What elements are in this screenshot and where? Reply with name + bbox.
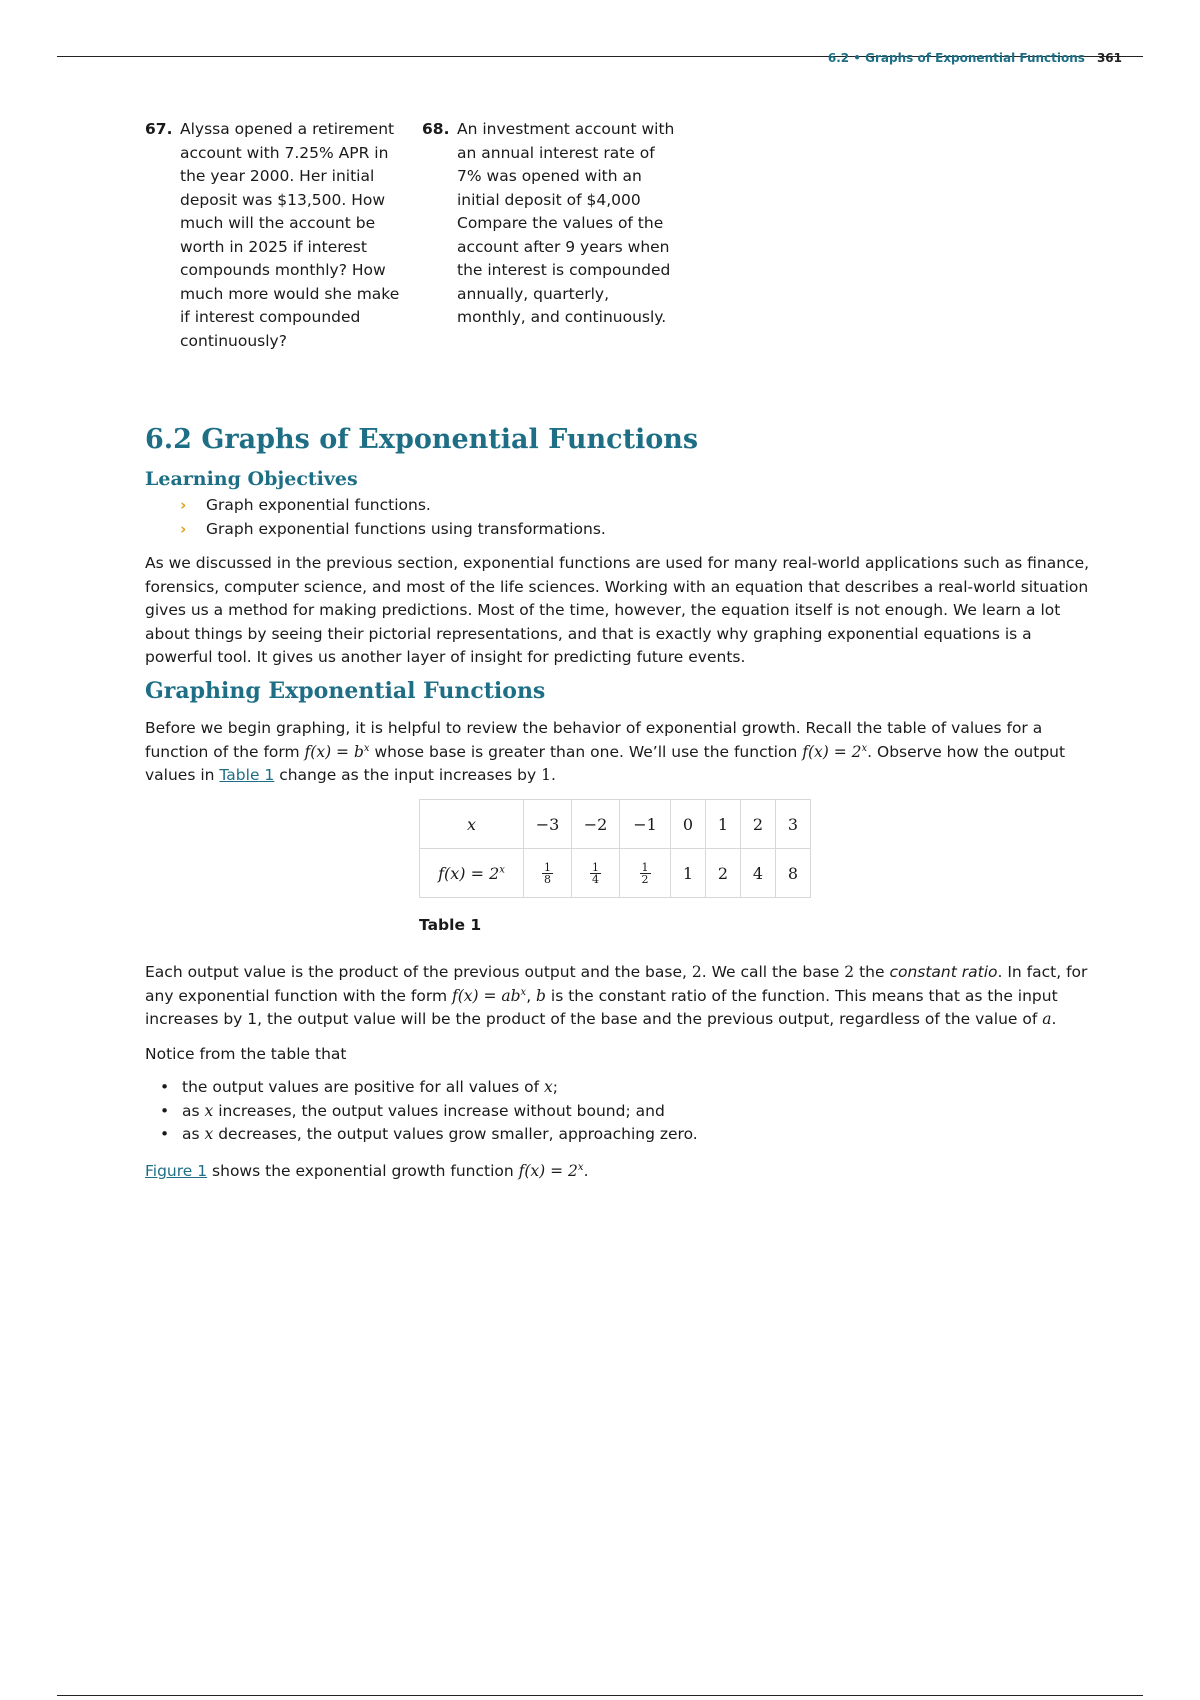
list-item: › Graph exponential functions. [180, 494, 606, 518]
table-cell: 1 [706, 800, 741, 849]
graphing-heading: Graphing Exponential Functions [145, 678, 546, 704]
fraction: $\frac{1}{8}$ [544, 860, 551, 886]
bullet-icon: • [160, 1101, 170, 1120]
chevron-right-icon: › [180, 496, 187, 514]
exercise-number: 68. [422, 120, 450, 138]
notice-paragraph: Notice from the table that [145, 1045, 347, 1063]
intro-paragraph: As we discussed in the previous section, exponential functions are used for many real-world applications such as finance, forensics, computer science, and most of the life sciences. Working with an equation that describes a real-world situation gives us a method for making predictions. Most of the time, however, the equation itself is not enough. We learn a lot about things by seeing their pictorial representations, and that is exactly why graphing exponential equations is a powerful tool. It gives us another layer of insight for predicting future events. [145, 554, 1090, 666]
graphing-paragraph: Before we begin graphing, it is helpful to review the behavior of exponential growth. Recall the table of values for a function of the form $f(x) = b^x$ whose base is greater than one. We’ll use the function $f(x) = 2^x$. Observe how the output values in Table 1 change as the input increases by 1. [145, 719, 1066, 784]
table-cell [620, 849, 671, 898]
table-cell [572, 849, 620, 898]
figure-reference-paragraph: Figure 1 shows the exponential growth function $f(x) = 2^x$. [145, 1161, 589, 1180]
section-title: 6.2 Graphs of Exponential Functions [145, 424, 699, 455]
exercise-text: An investment account with an annual interest rate of 7% was opened with an initial deposit of $4,000 Compare the values of the account after 9 years when the interest is compounded annually, quarterly, monthly, and continuously. [457, 120, 675, 326]
exercise-number: 67. [145, 120, 173, 138]
exercise-text: Alyssa opened a retirement account with 7.25% APR in the year 2000. Her initial deposit was $13,500. How much will the account be worth in 2025 if interest compounds monthly? How much more would she make if interest compounded continuously? [180, 120, 400, 350]
table-1-link[interactable]: Table 1 [219, 766, 275, 784]
observations-list [160, 1076, 698, 1147]
list-item: • the output values are positive for all values of x; [160, 1076, 698, 1100]
table-cell: 3 [776, 800, 811, 849]
table-cell: 0 [671, 800, 706, 849]
table-cell: 2 [706, 849, 741, 898]
table-cell: 8 [776, 849, 811, 898]
values-table [419, 799, 811, 898]
list-item: › Graph exponential functions using transformations. [180, 518, 606, 542]
learning-objectives-list [180, 494, 606, 541]
table-row [420, 800, 811, 849]
table-cell: 1 [671, 849, 706, 898]
list-item: • as x decreases, the output values grow smaller, approaching zero. [160, 1123, 698, 1147]
table-caption: Table 1 [419, 916, 482, 934]
table-row [420, 849, 811, 898]
page-number: 361 [1096, 51, 1122, 65]
chevron-right-icon: › [180, 519, 187, 538]
learning-objectives-heading: Learning Objectives [145, 468, 358, 490]
table-cell: 2 [741, 800, 776, 849]
bullet-icon: • [160, 1125, 170, 1143]
fraction: $\frac{1}{4}$ [592, 860, 599, 886]
running-head [828, 51, 1122, 65]
footer-rule [57, 1695, 1143, 1696]
running-title: 6.2 • Graphs of Exponential Functions [827, 51, 1085, 65]
table-cell: −2 [572, 800, 620, 849]
fraction: $\frac{1}{2}$ [641, 860, 649, 886]
table-cell [524, 849, 572, 898]
bullet-icon: • [160, 1078, 170, 1096]
table-cell: −3 [524, 800, 572, 849]
row-header: $f(x) = 2^x$ [420, 849, 524, 898]
row-header: x [420, 800, 524, 849]
figure-1-link[interactable]: Figure 1 [145, 1162, 208, 1180]
constant-ratio-paragraph: Each output value is the product of the previous output and the base, 2. We call the base 2 the constant ratio. In fact, for any exponential function with the form $f(x) = ab^x$, b is the constant ratio of the function. This means that as the input increases by 1, the output value will be the product of the base and the previous output, regardless of the value of a. [145, 963, 1088, 1028]
table-cell: −1 [620, 800, 671, 849]
table-cell: 4 [741, 849, 776, 898]
list-item: • as x increases, the output values increase without bound; and [160, 1100, 698, 1124]
